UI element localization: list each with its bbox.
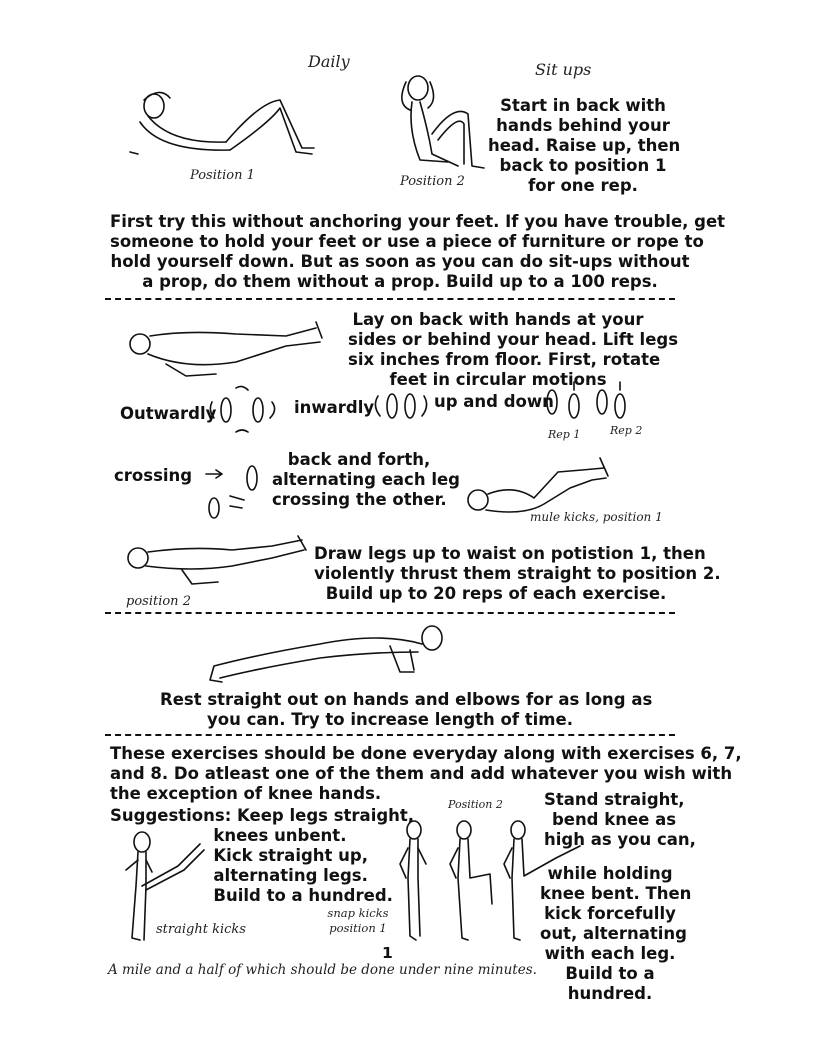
situp-figure-position-2 xyxy=(388,70,488,180)
feet-inward-icon xyxy=(372,386,432,426)
footer-note: These exercises should be done everyday along with exercises 6, 7, and 8. Do atleast one of the them and add whatever you wish with the exception of knee hands. xyxy=(110,744,742,803)
divider-2 xyxy=(105,612,675,614)
label-outwardly: Outwardly xyxy=(120,404,217,423)
snap-kicks-caption: snap kicks position 1 xyxy=(327,906,389,935)
snap-kicks-position-2-caption: Position 2 xyxy=(448,798,503,811)
label-rep-2: Rep 2 xyxy=(610,424,643,437)
mule-kick-figure-position-2 xyxy=(122,536,312,596)
mule-kick-instructions: Draw legs up to waist on potistion 1, then violently thrust them straight to position 2. Build up to 20 reps of each exercise. xyxy=(314,544,721,603)
mule-kick-caption-2: position 2 xyxy=(126,594,191,609)
label-up-and-down: up and down xyxy=(434,392,554,411)
snap-kick-text-2: while holding knee bent. Then kick forcefully out, alternating with each leg. Build to a hundred. xyxy=(540,864,692,1003)
label-inwardly: inwardly xyxy=(294,398,375,417)
mile-note: A mile and a half of which should be done under nine minutes. xyxy=(108,962,537,978)
situp-caption-position-2: Position 2 xyxy=(400,174,465,189)
situp-caption-position-1: Position 1 xyxy=(190,168,255,183)
title-daily: Daily xyxy=(308,52,350,71)
plank-figure xyxy=(200,622,450,692)
situp-figure-position-1 xyxy=(130,82,330,172)
plank-instructions: Rest straight out on hands and elbows for as long as you can. Try to increase length of time. xyxy=(160,690,653,729)
crossing-instructions: back and forth, alternating each leg crossing the other. xyxy=(272,450,460,509)
feet-up-down-icon xyxy=(540,380,630,430)
feet-outward-icon xyxy=(206,380,286,436)
snap-kick-text: Stand straight, bend knee as high as you can, xyxy=(544,790,696,849)
suggestions-text: Suggestions: Keep legs straight, knees unbent. Kick straight up, alternating legs. Build to a hundred. xyxy=(110,806,415,905)
leg-raise-instructions: Lay on back with hands at your sides or behind your head. Lift legs six inches from floor. First, rotate feet in circular motions xyxy=(348,310,679,389)
divider-3 xyxy=(105,734,675,736)
label-rep-1: Rep 1 xyxy=(548,428,581,441)
situp-note: First try this without anchoring your feet. If you have trouble, get someone to hold your feet or use a piece of furniture or rope to hold yourself down. But as soon as you can do sit-ups without a prop, do them without a prop. Build up to a 100 reps. xyxy=(110,212,726,291)
title-situps: Sit ups xyxy=(535,60,592,79)
straight-kicks-caption: straight kicks xyxy=(156,922,246,937)
feet-crossing-icon xyxy=(200,462,270,522)
label-crossing: crossing xyxy=(114,466,193,485)
situp-instructions: Start in back with hands behind your head. Raise up, then back to position 1 for one rep. xyxy=(488,96,681,195)
divider-1 xyxy=(105,298,675,300)
mule-kick-caption-1: mule kicks, position 1 xyxy=(530,510,663,524)
leg-raise-figure xyxy=(126,318,326,388)
page-number: 1 xyxy=(382,944,393,962)
